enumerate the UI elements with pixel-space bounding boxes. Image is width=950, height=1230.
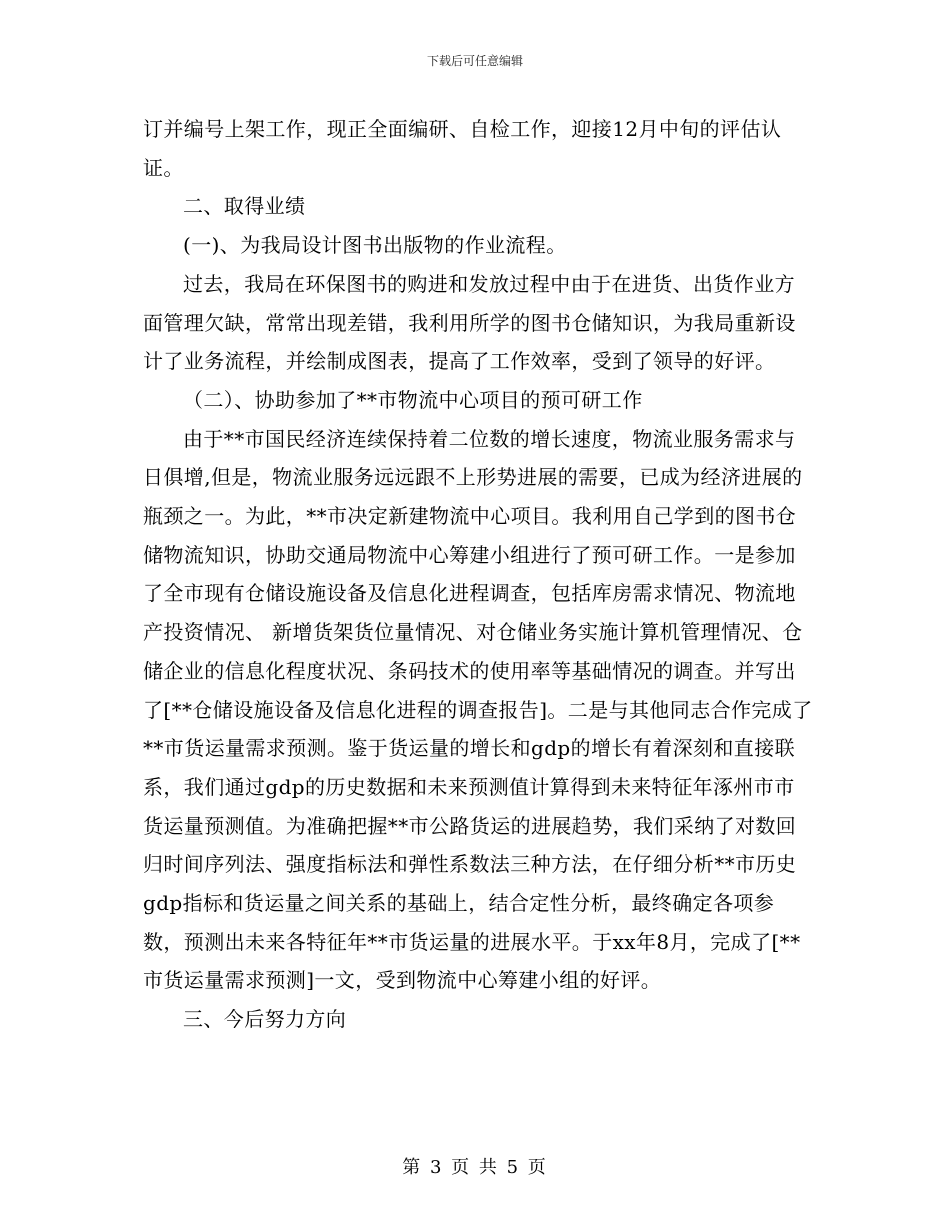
page-number: 第 3 页 共 5 页: [402, 1157, 548, 1178]
subheading-logistics-project: （二）、协助参加了**市物流中心项目的预可研工作: [183, 387, 643, 412]
paragraph-continuation: 订并编号上架工作，现正全面编研、自检工作，迎接12月中旬的评估认证。: [143, 117, 782, 180]
section-heading-achievements: 二、取得业绩: [183, 194, 306, 219]
subheading-workflow-design: (一)、为我局设计图书出版物的作业流程。: [183, 233, 567, 258]
paragraph-workflow: 过去，我局在环保图书的购进和发放过程中由于在进货、出货作业方面管理欠缺，常常出现差错，我利用所学的图书仓储知识，为我局重新设计了业务流程，并绘制成图表，提高了工作效率，受到了领导的好评。: [143, 271, 796, 374]
page-header: 下载后可任意编辑: [426, 54, 523, 68]
document-body: [143, 110, 813, 1039]
paragraph-logistics: 由于**市国民经济连续保持着二位数的增长速度，物流业服务需求与日俱增,但是，物流业服务远远跟不上形势进展的需要，已成为经济进展的瓶颈之一。为此，**市决定新建物流中心项目。我利用自己学到的图书仓储物流知识，协助交通局物流中心筹建小组进行了预可研工作。一是参加了全市现有仓储设施设备及信息化进程调查，包括库房需求情况、物流地产投资情况、 新增货架货位量情况、对仓储业务实施计算机管理情况、仓储企业的信息化程度状况、条码技术的使用率等基础情况的调查。并写出了[**仓储设施设备及信息化进程的调查报告]。二是与其他同志合作完成了**市货运量需求预测。鉴于货运量的增长和gdp的增长有着深刻和直接联系，我们通过gdp的历史数据和未来预测值计算得到未来特征年涿州市市货运量预测值。为准确把握**市公路货运的进展趋势，我们采纳了对数回归时间序列法、强度指标法和弹性系数法三种方法，在仔细分析**市历史gdp指标和货运量之间关系的基础上，结合定性分析，最终确定各项参数，预测出未来各特征年**市货运量的进展水平。于xx年8月，完成了[**市货运量需求预测]一文，受到物流中心筹建小组的好评。: [143, 426, 813, 993]
section-heading-future: 三、今后努力方向: [183, 1007, 347, 1032]
